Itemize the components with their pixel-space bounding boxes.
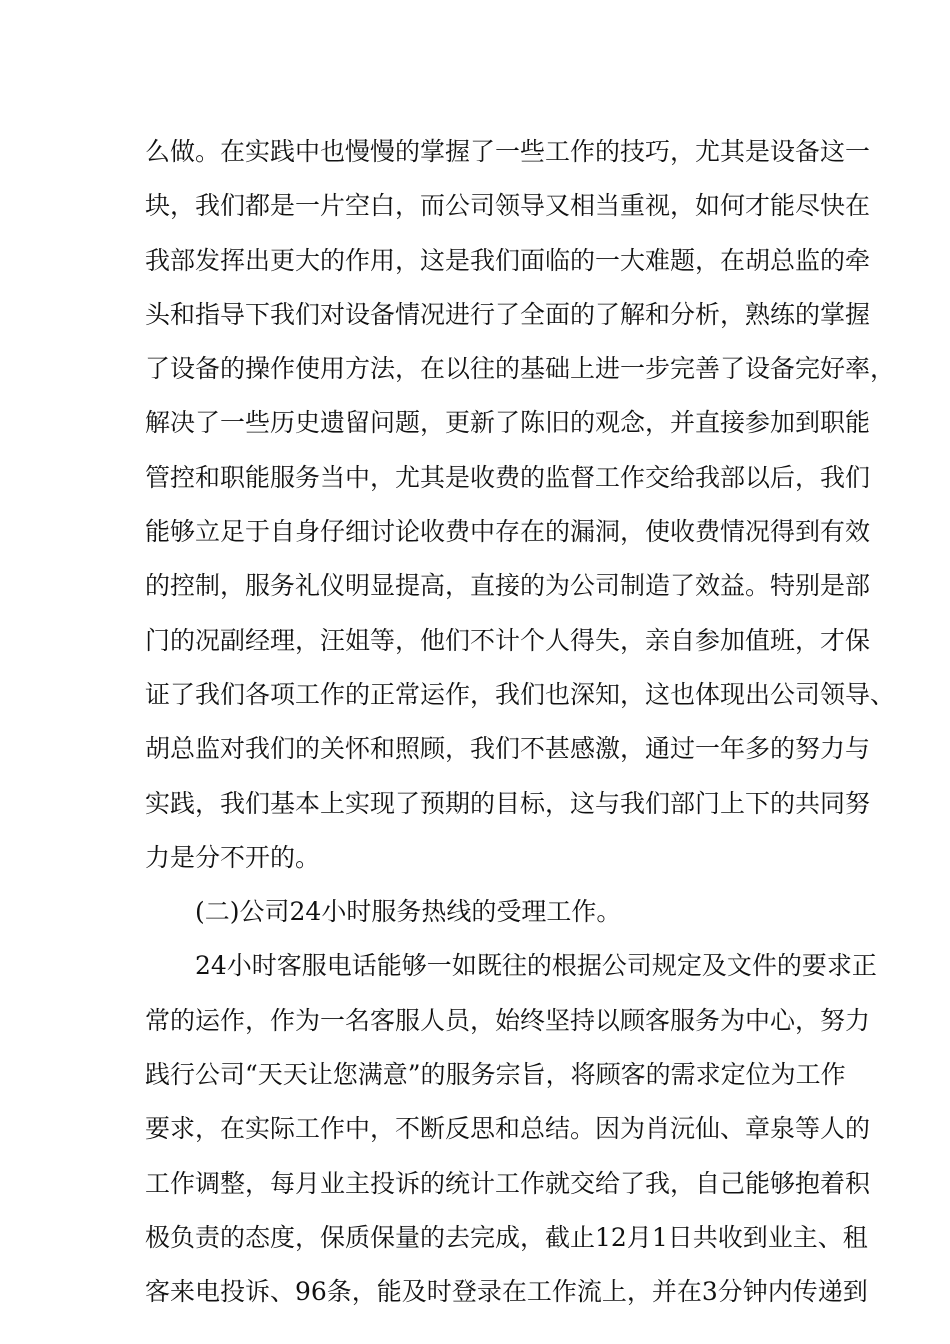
text-line: 要求，在实际工作中，不断反思和总结。因为肖沅仙、章泉等人的 — [145, 1114, 871, 1144]
section-heading: (二)公司24小时服务热线的受理工作。 — [145, 897, 622, 927]
text-line: 24小时客服电话能够一如既往的根据公司规定及文件的要求正 — [145, 951, 877, 981]
text-line: 客来电投诉、96条，能及时登录在工作流上，并在3分钟内传递到 — [145, 1277, 868, 1307]
text-line: 实践，我们基本上实现了预期的目标，这与我们部门上下的共同努 — [145, 788, 871, 818]
text-line: 了设备的操作使用方法，在以往的基础上进一步完善了设备完好率， — [145, 354, 896, 384]
text-line: 力是分不开的。 — [145, 842, 321, 872]
body-text — [145, 125, 896, 1320]
text-line: 能够立足于自身仔细讨论收费中存在的漏洞，使收费情况得到有效 — [145, 517, 871, 547]
text-line: 践行公司“天天让您满意”的服务宗旨，将顾客的需求定位为工作 — [145, 1060, 846, 1090]
text-line: 常的运作，作为一名客服人员，始终坚持以顾客服务为中心，努力 — [145, 1005, 871, 1035]
text-line: 证了我们各项工作的正常运作，我们也深知，这也体现出公司领导、 — [145, 679, 896, 709]
text-line: 块，我们都是一片空白，而公司领导又相当重视，如何才能尽快在 — [145, 191, 871, 221]
text-line: 头和指导下我们对设备情况进行了全面的了解和分析，熟练的掌握 — [145, 299, 871, 329]
text-line: 么做。在实践中也慢慢的掌握了一些工作的技巧，尤其是设备这一 — [145, 137, 871, 166]
text-line: 胡总监对我们的关怀和照顾，我们不甚感激，通过一年多的努力与 — [145, 734, 871, 764]
text-line: 管控和职能服务当中，尤其是收费的监督工作交给我部以后，我们 — [145, 462, 871, 492]
text-line: 极负责的态度，保质保量的去完成，截止12月1日共收到业主、租 — [145, 1222, 868, 1252]
text-line: 工作调整，每月业主投诉的统计工作就交给了我，自己能够抱着积 — [145, 1168, 871, 1198]
text-line: 的控制，服务礼仪明显提高，直接的为公司制造了效益。特别是部 — [145, 571, 871, 601]
text-line: 门的况副经理，汪姐等，他们不计个人得失，亲自参加值班，才保 — [145, 625, 871, 655]
text-line: 我部发挥出更大的作用，这是我们面临的一大难题，在胡总监的牵 — [145, 245, 871, 275]
text-line: 解决了一些历史遗留问题，更新了陈旧的观念，并直接参加到职能 — [145, 408, 871, 438]
